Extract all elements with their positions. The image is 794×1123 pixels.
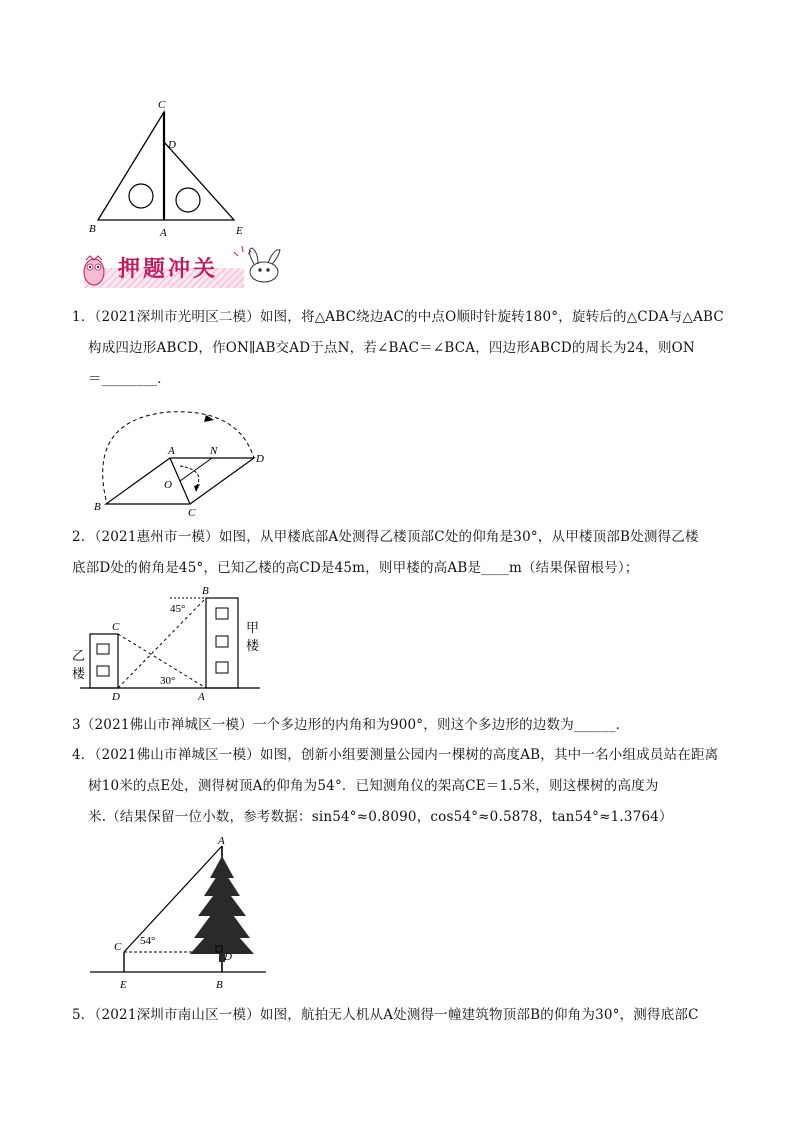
q4-source: （2021佛山市禅城区一模） [94, 747, 260, 763]
q5-line1: 如图，航拍无人机从A处测得一幢建筑物顶部B的仰角为30°，测得底部C [259, 1007, 699, 1023]
q4-label-B: B [216, 979, 223, 991]
q2-label-A: A [198, 691, 205, 702]
q2-label-yi-1: 乙 [72, 648, 86, 663]
circle-left [129, 184, 153, 208]
label-E: E [236, 225, 243, 237]
q1-label-A: A [168, 445, 175, 457]
banner-title: 押题冲关 [118, 257, 219, 282]
q3-text: 3（2021佛山市禅城区一模）一个多边形的内角和为900°，则这个多边形的边数为______． [72, 717, 630, 733]
q2-number: 2． [72, 529, 95, 545]
q4-label-C: C [114, 941, 122, 953]
q4-line1: 如图，创新小组要测量公园内一棵树的高度AB，其中一名小组成员站在距离 [259, 747, 719, 763]
q2-label-jia-2: 楼 [246, 638, 260, 653]
rotation-arc [103, 412, 254, 500]
q1-line2: 构成四边形ABCD，作ON∥AB交AD于点N，若∠BAC＝∠BCA，四边形ABCD的周长为24，则ON [88, 340, 695, 356]
q1-label-N: N [210, 445, 218, 457]
question-5 [72, 1000, 732, 1031]
q5-source: （2021深圳市南山区一模） [94, 1007, 260, 1023]
owl-mascot-icon [84, 256, 104, 285]
q1-source: （2021深圳市光明区二模） [94, 309, 260, 325]
question-4 [72, 740, 732, 833]
banner-yati-chongguan [74, 242, 294, 294]
figure-q4-tree [86, 834, 276, 1000]
q4-label-A: A [218, 835, 225, 847]
q2-label-jia-1: 甲 [246, 620, 260, 635]
q4-number: 4． [72, 747, 95, 763]
q2-line2: 底部D处的俯角是45°，已知乙楼的高CD是45m，则甲楼的高AB是____m（结果保留根号）； [72, 560, 639, 576]
question-3 [72, 710, 732, 741]
question-2 [72, 522, 732, 584]
q2-angle-30: 30° [160, 675, 176, 687]
building-jia [206, 598, 238, 688]
q1-label-D: D [256, 453, 264, 465]
q1-number: 1． [72, 309, 95, 325]
label-B: B [89, 223, 96, 235]
q2-label-C: C [112, 621, 120, 633]
q2-line1: 如图，从甲楼底部A处测得乙楼顶部C处的仰角是30°，从甲楼顶部B处测得乙楼 [218, 529, 699, 545]
q4-line2: 树10米的点E处，测得树顶A的仰角为54°．已知测角仪的架高CE＝1.5米，则这棵树的高度为 [88, 778, 659, 794]
triangle-left [98, 112, 164, 220]
q2-label-D: D [112, 691, 120, 702]
q2-label-yi-2: 楼 [72, 666, 86, 681]
figure-q1-parallelogram [88, 400, 278, 518]
label-D: D [168, 139, 176, 151]
building-yi [90, 634, 118, 688]
q2-source: （2021惠州市一模） [94, 529, 219, 545]
q5-number: 5． [72, 1007, 95, 1023]
circle-right [176, 188, 200, 212]
q1-label-B: B [94, 501, 101, 513]
q4-angle-54: 54° [140, 935, 156, 947]
q1-line3: ＝________． [88, 371, 171, 387]
figure-triangles [86, 92, 256, 242]
q2-label-B: B [202, 585, 209, 597]
q1-label-C: C [188, 507, 196, 518]
q4-label-D: D [224, 951, 232, 963]
q4-line3: 米.（结果保留一位小数，参考数据：sin54°≈0.8090，cos54°≈0.5878，tan54°≈1.3764） [88, 809, 673, 825]
q2-angle-45: 45° [170, 603, 186, 615]
label-C: C [158, 99, 166, 111]
q1-line1: 如图，将△ABC绕边AC的中点O顺时针旋转180°，旋转后的△CDA与△ABC [259, 309, 724, 325]
question-1 [72, 302, 732, 395]
label-A: A [160, 227, 167, 239]
q1-label-O: O [164, 479, 172, 491]
figure-q2-buildings [70, 584, 270, 702]
q4-label-E: E [120, 979, 127, 991]
triangle-right [164, 142, 234, 220]
